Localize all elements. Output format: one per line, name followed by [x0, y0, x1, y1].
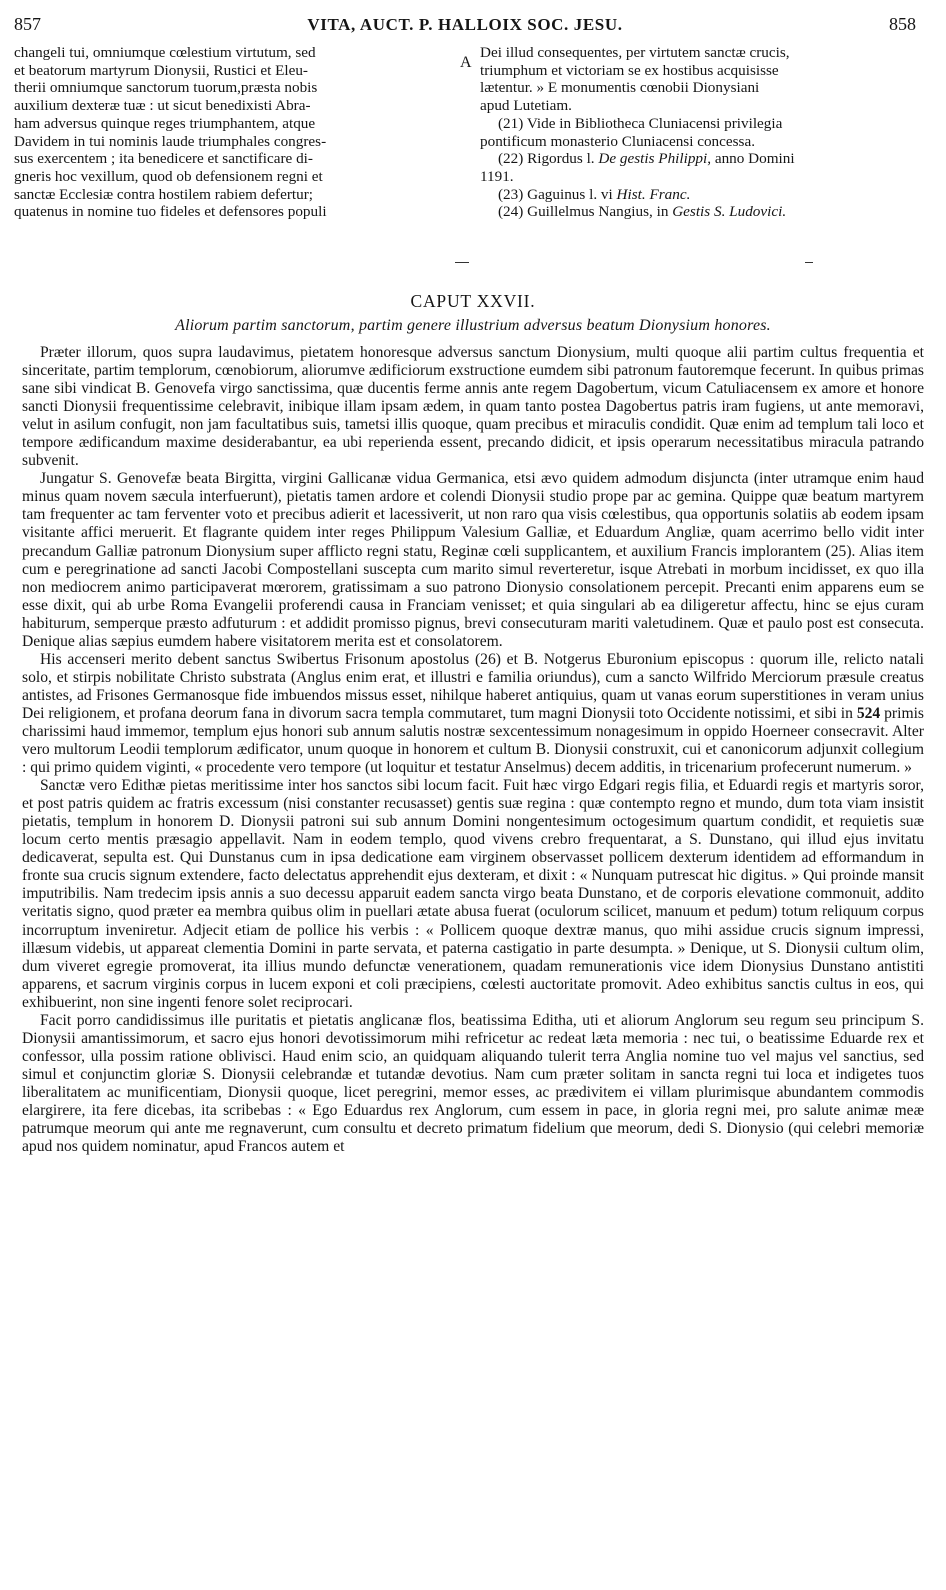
footnote-21-line: (21) Vide in Bibliotheca Cluniacensi privilegia — [498, 114, 783, 132]
left-column-line: ham adversus quinque reges triumphantem, atque — [14, 114, 316, 132]
left-column-line: et beatorum martyrum Dionysii, Rustici et Eleu- — [14, 61, 308, 79]
left-column-line: changeli tui, omniumque cœlestium virtutum, sed — [14, 44, 316, 61]
chapter-body — [22, 344, 924, 1156]
paragraph: Facit porro candidissimus ille puritatis et pietatis anglicanæ flos, beatissima Editha, uti et aliorum Anglorum seu regum seu principum S. Dionysii amantissimorum, et sacro ejus honori devotissimorum mihi refricetur ac redeat læta memoria : nec tui, o beatissime Eduarde rex et confessor, ulla possim ratione oblivisci. Haud enim scio, an quidquam aliquando tulerit terra Anglia nomine tuo vel majus vel sanctius, sed simul et conjunctim gloriæ S. Dionysii celebrandæ et tutandæ devotius. Nam cum præter solitam in sancta regni tui loca et indigetes tuos liberalitatem ac munificentiam, Dionysii quoque, licet peregrini, memor esses, ac prædivitem ei villam plurimisque abundantem commodis elargirere, ita fere dicebas, ita scribebas : « Ego Eduardus rex Anglorum, cum essem in pace, in gloria regni mei, pro salute animæ meæ patrumque meorum qui ante me regnaverunt, cum consultu et decreto primatum fidelium que meorum, dedi S. Dionysio (qui celebri memoriæ apud nos quidem nominatur, apud Francos autem et — [22, 1011, 924, 1156]
paragraph: Jungatur S. Genovefæ beata Birgitta, virgini Gallicanæ vidua Germanica, etsi ævo quidem admodum disjuncta (inter utramque enim haud minus quam novem sæcula interfuerunt), pietatis tamen ardore et colendi Dionysii studio prope par ac gemina. Quippe quæ beatum martyrem tam frequenter ac tam ferventer voto et precibus adierit et lacessiverit, ut non raro qua visis cœlestibus, qua opportunis solatiis ab eodem ipsam visitante affici meruerit. Et flagrante quidem inter reges Philippum Valesium Galliæ, et Eduardum Angliæ, quam acerrimo bello vidit inter precandum Galliæ patronum Dionysium super afflicto regni statu, Reginæ cœli supplicantem, et auxilium Francis implorantem (25). Alias item cum e peregrinatione ad sancti Jacobi Compostellani suscepta cum marito simul reverteretur, isque Atrebati in morbum incidisset, ex quo illa non mediocrem animo participaverat mœrorem, gratissimam a suo patrono Dionysio consolationem percepit. Precanti enim apparens eum se esse dixit, qui ab urbe Roma Evangelii proferendi causa in Franciam venisset; et quia singulari ab ea diligeretur affectu, hinc se ejus curam habiturum, semperque præsto adfuturum : et addidit promisso pignus, brevi consecuturam mariti valetudinem. Quæ et paulo post est consecuta. Denique alias sæpius eumdem habere visitatorem merita est et consolatorem. — [22, 470, 924, 650]
left-column-line: Davidem in tui nominis laude triumphales congres- — [14, 132, 327, 150]
top-two-column-region — [14, 44, 916, 274]
page-number-right: 858 — [889, 14, 916, 34]
footnote-24 — [480, 203, 914, 221]
running-title: VITA, AUCT. P. HALLOIX SOC. JESU. — [307, 15, 623, 34]
left-column-line: auxilium dexteræ tuæ : ut sicut benedixisti Abra- — [14, 97, 311, 115]
paragraph: Præter illorum, quos supra laudavimus, pietatem honoresque adversus sanctum Dionysium, multi quoque alii partim cultus frequentia et sinceritate, partim templorum, cœnobiorum, aliorumve ædificiorum exstructione eumdem sibi patronum fautoremque fecerunt. In quibus primas sane sibi vindicat B. Genovefa virgo sanctissima, quæ ducentis ferme annis ante regem Dagobertum, vicum Catuliacensem ex amore et honore sancti Dionysii frequentissime celebravit, inibique illam ipsam ædem, in quam tanto postea Dagobertus patris iram fugiens, ut ante memoravi, velut in asilum confugit, non jam facultatibus suis, tametsi illis quoque, quam precibus et miraculis condidit. Quæ enim ad templum tali loco et tempore ædificandum maxime desiderabantur, ea ubi reperienda essent, precando didicit, et ipsis operarum necessitatibus miracula patrando subvenit. — [22, 344, 924, 470]
left-column-text — [14, 44, 456, 221]
footnote-21-line: pontificum monasterio Cluniacensi concessa. — [480, 132, 755, 150]
footnote-24-prefix: (24) Guillelmus Nangius, in — [498, 203, 673, 221]
left-column-line: gneris hoc vexillum, quod ob defensionem regni et — [14, 167, 323, 185]
chapter-subtitle: Aliorum partim sanctorum, partim genere illustrium adversus beatum Dionysium honores. — [175, 317, 771, 334]
quote-line: triumphum et victoriam se ex hostibus acquisisse — [480, 61, 779, 79]
page-number-left: 857 — [14, 14, 41, 34]
left-column-line: therii omniumque sanctorum tuorum,præsta nobis — [14, 79, 318, 97]
footnote-22-suffix: , anno Domini — [707, 150, 795, 168]
column-marker: A — [460, 54, 472, 71]
quote-line: lætentur. » E monumentis cœnobii Dionysiani — [480, 79, 760, 97]
left-column-line: quatenus in nomine tuo fideles et defensores populi — [14, 203, 327, 221]
quote-line: apud Lutetiam. — [480, 97, 572, 115]
chapter-title: CAPUT XXVII. — [410, 291, 536, 311]
paragraph — [22, 651, 924, 777]
footnote-23-work: Hist. Franc. — [616, 185, 691, 203]
margin-page-number: 524 — [856, 704, 881, 722]
footnote-23 — [480, 186, 914, 204]
paragraph-text: primis charissimi haud immemor, templum ejus honori sub annum salutis nostræ sexcentessimum nonagesimum in oppido Hoerneer consecravit. Alter vero multorum Leodii templorum ædificator, unum quoque in honorem et cultum B. Dionysii construxit, cui et canonicorum adjunxit collegium : qui primo quidem viginti, « procedente vero tempore (ut loquitur et testatur Anselmus) decem additis, in tricenarium profecerunt numerum. » — [22, 704, 924, 777]
paragraph: Sanctæ vero Edithæ pietas meritissime inter hos sanctos sibi locum facit. Fuit hæc virgo Edgari regis filia, et Eduardi regis et martyris soror, et post patris quidem ac fratris excessum (nisi constanter recusasset) gentis suæ regina : quæ contempto regno et mundo, dum tota viam insistit pietatis, templum in honorem D. Dionysii patroni sui sub annum Domini nongentesimum octogesimum quartum condidit, et requietis suæ locum certo mentis præsagio appellavit. Nam in eodem templo, quod vivens crebro frequentarat, a S. Dunstano, qui illud ejus invitatu dedicaverat, sepulta est. Qui Dunstanus cum in ipsa dedicatione eam virginem observasset pollicem dexterum identidem ad efformandum in fronte sua crucis signum extendere, facto delectatus apprehendit ejus dexteram, et dixit : « Nunquam putrescat hic digitus. » Qui proinde mansit imputribilis. Nam tredecim ipsis annis a suo decessu apparuit eadem sancta virgo beata Dunstano, et de corporis elevatione commonuit, addito veritatis signo, quod præter ea membra quibus olim in puellari ætate abusa fuerat (oculorum scilicet, manuum et pedum) totum reliquum corpus incorruptum inveniretur. Adjecit etiam de pollice his verbis : « Pollicem quoque dextræ manus, quo mihi assidue crucis signum impressi, illæsum videbis, ut appareat clementia Domini in parte servata, et paterna castigatio in parte desumpta. » Denique, ut S. Dionysii cultum olim, dum viveret egregie promoverat, ita illius mundo defunctæ venerationem, quadam remunerationis vice idem Dionysius Dunstano antistiti apparens, et sacrum virginis corpus in lucem exponi et coli præcipiens, cœlesti auctoritate promovit. Adeo exhibitus sanctis cultus in eos, qui exhibuerint, non sine ingenti fenore solet reciprocari. — [22, 777, 924, 1011]
running-head — [14, 14, 916, 40]
footnote-22 — [480, 150, 914, 168]
right-column-notes — [480, 44, 914, 221]
left-column-line: sanctæ Ecclesiæ contra hostilem rabiem defertur; — [14, 185, 314, 203]
footnote-22-work: De gestis Philippi — [598, 150, 708, 168]
section-divider-dash — [455, 262, 469, 263]
paragraph-text: His accenseri merito debent sanctus Swibertus Frisonum apostolus (26) et B. Notgerus Eburonium episcopus : quorum ille, relicto natali solo, et stirpis nobilitate Christo substrata (Anglus enim erat, et illustri e familia oriundus), cum a sancto Wilfrido Merciorum præsule creatus antistes, ad Frisones Germanosque fide imbuendos missus esset, nihilque haberet antiquius, quam ut vanas eorum superstitiones in veram unius Dei religionem, et profana deorum fana in divorum sacra templa commutaret, tum magni Dionysii toto Occidente notissimi, et sibi in — [22, 650, 924, 722]
footnote-22-prefix: (22) Rigordus l. — [498, 150, 599, 168]
left-column-line: sus exercentem ; ita benedicere et sanctificare di- — [14, 150, 313, 168]
footnote-23-prefix: (23) Gaguinus l. vi — [498, 185, 617, 203]
footnote-22-line: 1191. — [480, 167, 514, 185]
footnote-24-work: Gestis S. Ludovici. — [672, 203, 787, 221]
section-divider-dash — [805, 262, 813, 263]
quote-line: Dei illud consequentes, per virtutem sanctæ crucis, — [480, 44, 790, 61]
